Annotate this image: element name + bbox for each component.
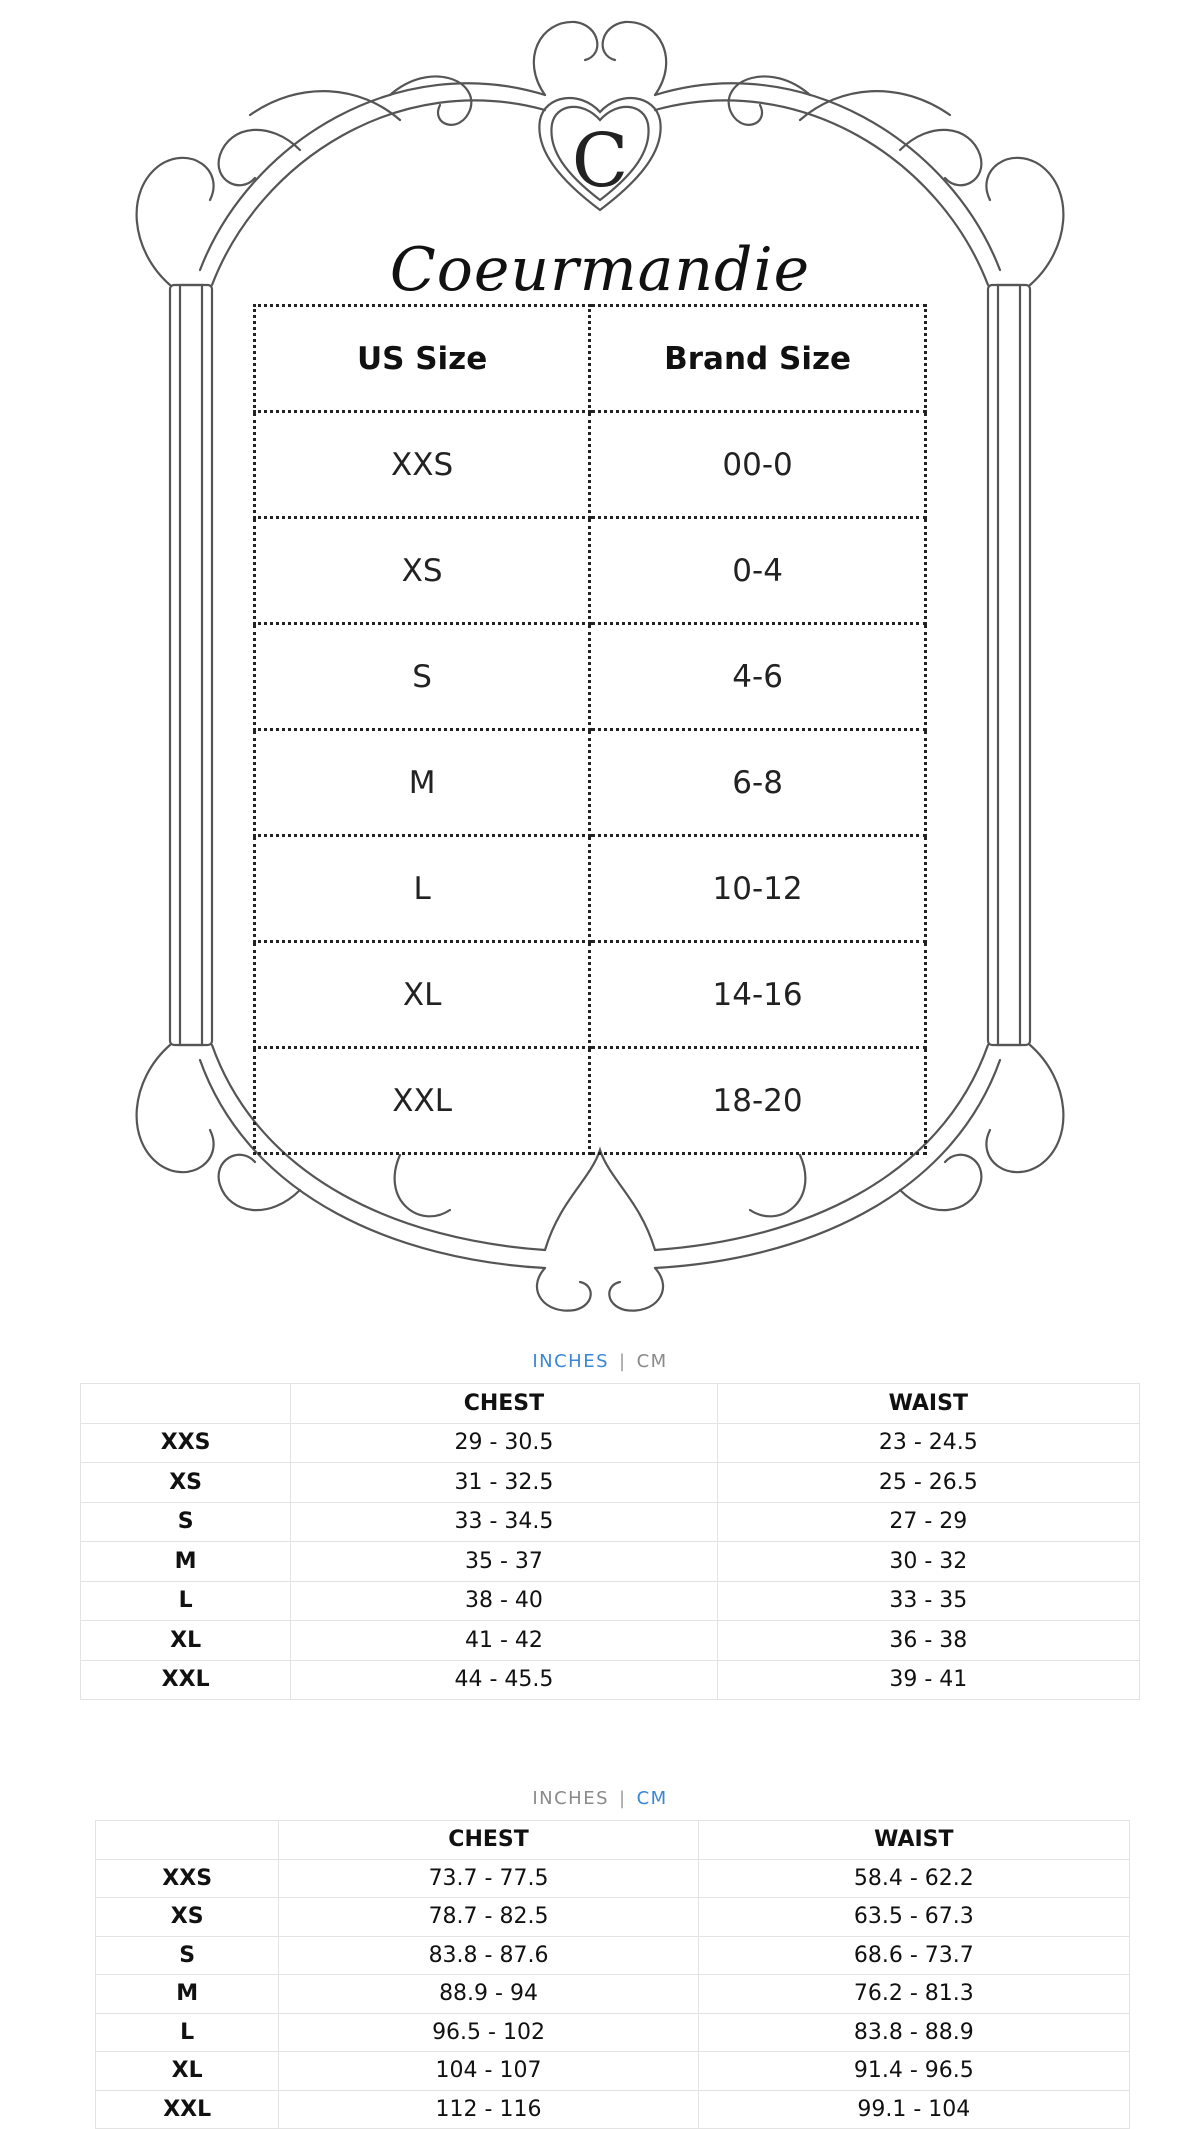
chest-cell: 29 - 30.5 xyxy=(291,1423,717,1463)
table-row xyxy=(81,1542,1140,1582)
unit-toggle-cm-section xyxy=(0,1788,1200,1809)
waist-cell: 76.2 - 81.3 xyxy=(698,1975,1129,2014)
table-row xyxy=(255,942,926,1048)
brand-size-cell: 18-20 xyxy=(590,1048,926,1154)
table-row xyxy=(255,1048,926,1154)
table-row xyxy=(255,412,926,518)
table-row xyxy=(96,2090,1130,2129)
brand-size-cell: 0-4 xyxy=(590,518,926,624)
size-cell: XXS xyxy=(81,1423,291,1463)
waist-cell: 99.1 - 104 xyxy=(698,2090,1129,2129)
us-size-table xyxy=(253,304,927,1155)
chest-cell: 78.7 - 82.5 xyxy=(279,1898,698,1937)
size-cell: XL xyxy=(96,2052,279,2091)
brand-size-cell: 00-0 xyxy=(590,412,926,518)
table-row xyxy=(81,1581,1140,1621)
table-row xyxy=(255,624,926,730)
waist-cell: 91.4 - 96.5 xyxy=(698,2052,1129,2091)
size-cell: XL xyxy=(81,1621,291,1661)
waist-cell: 39 - 41 xyxy=(717,1660,1139,1700)
waist-cell: 68.6 - 73.7 xyxy=(698,1936,1129,1975)
brand-size-header: Brand Size xyxy=(590,306,926,412)
table-header-row xyxy=(81,1384,1140,1424)
waist-cell: 83.8 - 88.9 xyxy=(698,2013,1129,2052)
chest-cell: 31 - 32.5 xyxy=(291,1463,717,1503)
us-size-cell: L xyxy=(255,836,590,942)
chest-cell: 83.8 - 87.6 xyxy=(279,1936,698,1975)
us-size-header: US Size xyxy=(255,306,590,412)
waist-cell: 30 - 32 xyxy=(717,1542,1139,1582)
chest-cell: 88.9 - 94 xyxy=(279,1975,698,2014)
chest-cell: 35 - 37 xyxy=(291,1542,717,1582)
size-cell: XXL xyxy=(81,1660,291,1700)
us-size-cell: XL xyxy=(255,942,590,1048)
table-row xyxy=(81,1660,1140,1700)
chest-cell: 112 - 116 xyxy=(279,2090,698,2129)
table-row xyxy=(96,1936,1130,1975)
cm-tab[interactable]: CM xyxy=(636,1788,668,1809)
size-cell: XXL xyxy=(96,2090,279,2129)
brand-size-cell: 4-6 xyxy=(590,624,926,730)
cm-measurement-table xyxy=(95,1820,1130,2129)
waist-cell: 23 - 24.5 xyxy=(717,1423,1139,1463)
us-size-cell: S xyxy=(255,624,590,730)
chest-cell: 38 - 40 xyxy=(291,1581,717,1621)
waist-column-header: WAIST xyxy=(717,1384,1139,1424)
us-size-cell: XXL xyxy=(255,1048,590,1154)
waist-cell: 36 - 38 xyxy=(717,1621,1139,1661)
size-cell: M xyxy=(96,1975,279,2014)
us-size-cell: XS xyxy=(255,518,590,624)
table-row xyxy=(81,1621,1140,1661)
inches-tab[interactable]: INCHES xyxy=(532,1788,609,1809)
unit-separator: | xyxy=(619,1788,627,1809)
waist-cell: 58.4 - 62.2 xyxy=(698,1859,1129,1898)
chest-cell: 73.7 - 77.5 xyxy=(279,1859,698,1898)
table-row xyxy=(81,1502,1140,1542)
table-row xyxy=(96,1898,1130,1937)
unit-toggle-inches-section xyxy=(0,1351,1200,1372)
table-header-row xyxy=(255,306,926,412)
size-cell: L xyxy=(81,1581,291,1621)
brand-logo-text: Coeurmandie xyxy=(389,235,811,305)
table-row xyxy=(96,2052,1130,2091)
us-size-cell: M xyxy=(255,730,590,836)
waist-cell: 25 - 26.5 xyxy=(717,1463,1139,1503)
brand-size-cell: 10-12 xyxy=(590,836,926,942)
chest-cell: 104 - 107 xyxy=(279,2052,698,2091)
size-cell: L xyxy=(96,2013,279,2052)
table-row xyxy=(81,1423,1140,1463)
chest-cell: 41 - 42 xyxy=(291,1621,717,1661)
waist-cell: 33 - 35 xyxy=(717,1581,1139,1621)
chest-cell: 33 - 34.5 xyxy=(291,1502,717,1542)
chest-column-header: CHEST xyxy=(291,1384,717,1424)
monogram-letter: C xyxy=(571,118,629,204)
waist-cell: 27 - 29 xyxy=(717,1502,1139,1542)
size-cell: XXS xyxy=(96,1859,279,1898)
table-row xyxy=(255,730,926,836)
table-row xyxy=(255,836,926,942)
table-row xyxy=(96,1859,1130,1898)
chest-column-header: CHEST xyxy=(279,1821,698,1860)
size-cell: S xyxy=(81,1502,291,1542)
table-row xyxy=(81,1463,1140,1503)
unit-separator: | xyxy=(619,1351,627,1372)
inches-tab[interactable]: INCHES xyxy=(532,1351,609,1372)
size-cell: XS xyxy=(81,1463,291,1503)
inches-measurement-table xyxy=(80,1383,1140,1700)
table-row xyxy=(96,2013,1130,2052)
table-header-row xyxy=(96,1821,1130,1860)
size-column-header xyxy=(81,1384,291,1424)
waist-column-header: WAIST xyxy=(698,1821,1129,1860)
brand-size-cell: 6-8 xyxy=(590,730,926,836)
waist-cell: 63.5 - 67.3 xyxy=(698,1898,1129,1937)
size-cell: S xyxy=(96,1936,279,1975)
cm-tab[interactable]: CM xyxy=(636,1351,668,1372)
chest-cell: 96.5 - 102 xyxy=(279,2013,698,2052)
brand-size-cell: 14-16 xyxy=(590,942,926,1048)
us-size-cell: XXS xyxy=(255,412,590,518)
size-cell: M xyxy=(81,1542,291,1582)
size-cell: XS xyxy=(96,1898,279,1937)
table-row xyxy=(96,1975,1130,2014)
size-column-header xyxy=(96,1821,279,1860)
chest-cell: 44 - 45.5 xyxy=(291,1660,717,1700)
table-row xyxy=(255,518,926,624)
